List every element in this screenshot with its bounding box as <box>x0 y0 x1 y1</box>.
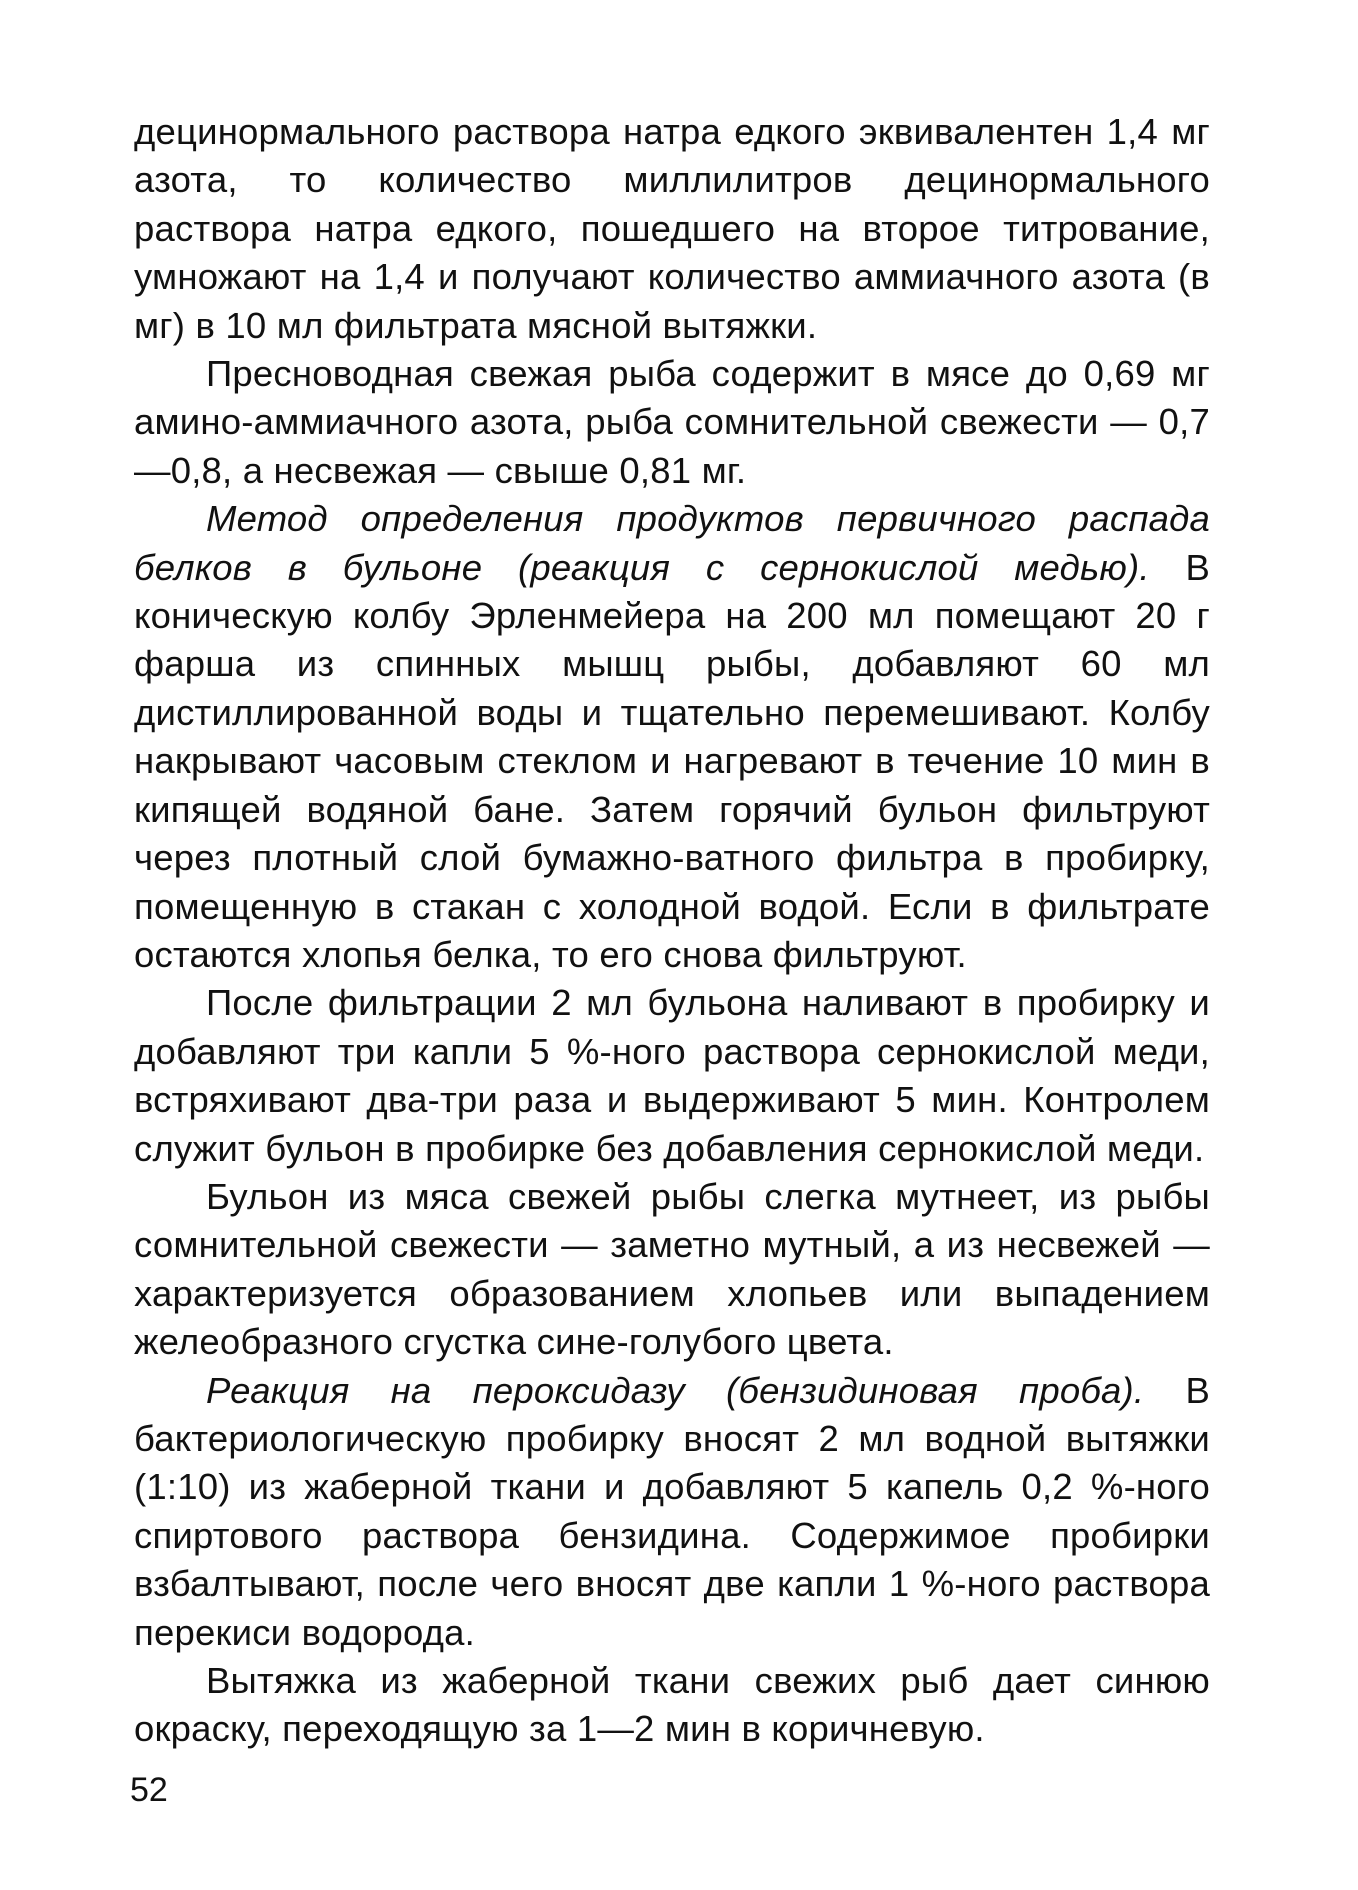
paragraph-1 <box>134 108 1210 350</box>
page-number: 52 <box>130 1771 168 1809</box>
paragraph-text: децинормального раствора натра едкого эквивалентен 1,4 мг азота, то количество миллилитров децинормального раствора натра едкого, пошедшего на второе титрование, умножают на 1,4 и получают количество аммиачного азота (в мг) в 10 мл фильтрата мясной вытяжки. <box>134 111 1210 346</box>
paragraph-text: В коническую колбу Эрленмейера на 200 мл помещают 20 г фарша из спинных мышц рыбы, добавляют 60 мл дистиллированной воды и тщательно перемешивают. Колбу накрывают часовым стеклом и нагревают в течение 10 мин в кипящей водяной бане. Затем горячий бульон фильтруют через плотный слой бумажно-ватного фильтра в пробирку, помещенную в стакан с холодной водой. Если в фильтрате остаются хлопья белка, то его снова фильтруют. <box>134 546 1210 975</box>
document-page <box>134 108 1210 1754</box>
paragraph-text: В бактериологическую пробирку вносят 2 мл водной вытяжки (1:10) из жаберной ткани и добавляют 5 капель 0,2 %-ного спиртового раствора бензидина. Содержимое пробирки взбалтывают, после чего вносят две капли 1 %-ного раствора перекиси водорода. <box>134 1369 1210 1653</box>
paragraph-4 <box>134 979 1210 1173</box>
section-heading-italic: Реакция на пероксидазу (бензидиновая проба). <box>206 1369 1145 1411</box>
paragraph-6 <box>134 1367 1210 1657</box>
paragraph-5 <box>134 1173 1210 1367</box>
paragraph-text: Вытяжка из жаберной ткани свежих рыб дает синюю окраску, переходящую за 1—2 мин в коричневую. <box>134 1660 1210 1750</box>
paragraph-2 <box>134 350 1210 495</box>
paragraph-3 <box>134 495 1210 979</box>
paragraph-7 <box>134 1657 1210 1754</box>
paragraph-text: Пресноводная свежая рыба содержит в мясе до 0,69 мг амино-аммиачного азота, рыба сомнительной свежести — 0,7—0,8, а несвежая — свыше 0,81 мг. <box>134 353 1210 491</box>
paragraph-text: После фильтрации 2 мл бульона наливают в пробирку и добавляют три капли 5 %-ного раствора сернокислой меди, встряхивают два-три раза и выдерживают 5 мин. Контролем служит бульон в пробирке без добавления сернокислой меди. <box>134 982 1210 1169</box>
section-heading-italic: Метод определения продуктов первичного распада белков в бульоне (реакция с сернокислой медью). <box>134 498 1210 588</box>
paragraph-text: Бульон из мяса свежей рыбы слегка мутнеет, из рыбы сомнительной свежести — заметно мутный, а из несвежей — характеризуется образованием хлопьев или выпадением желеобразного сгустка сине-голубого цвета. <box>134 1175 1210 1363</box>
